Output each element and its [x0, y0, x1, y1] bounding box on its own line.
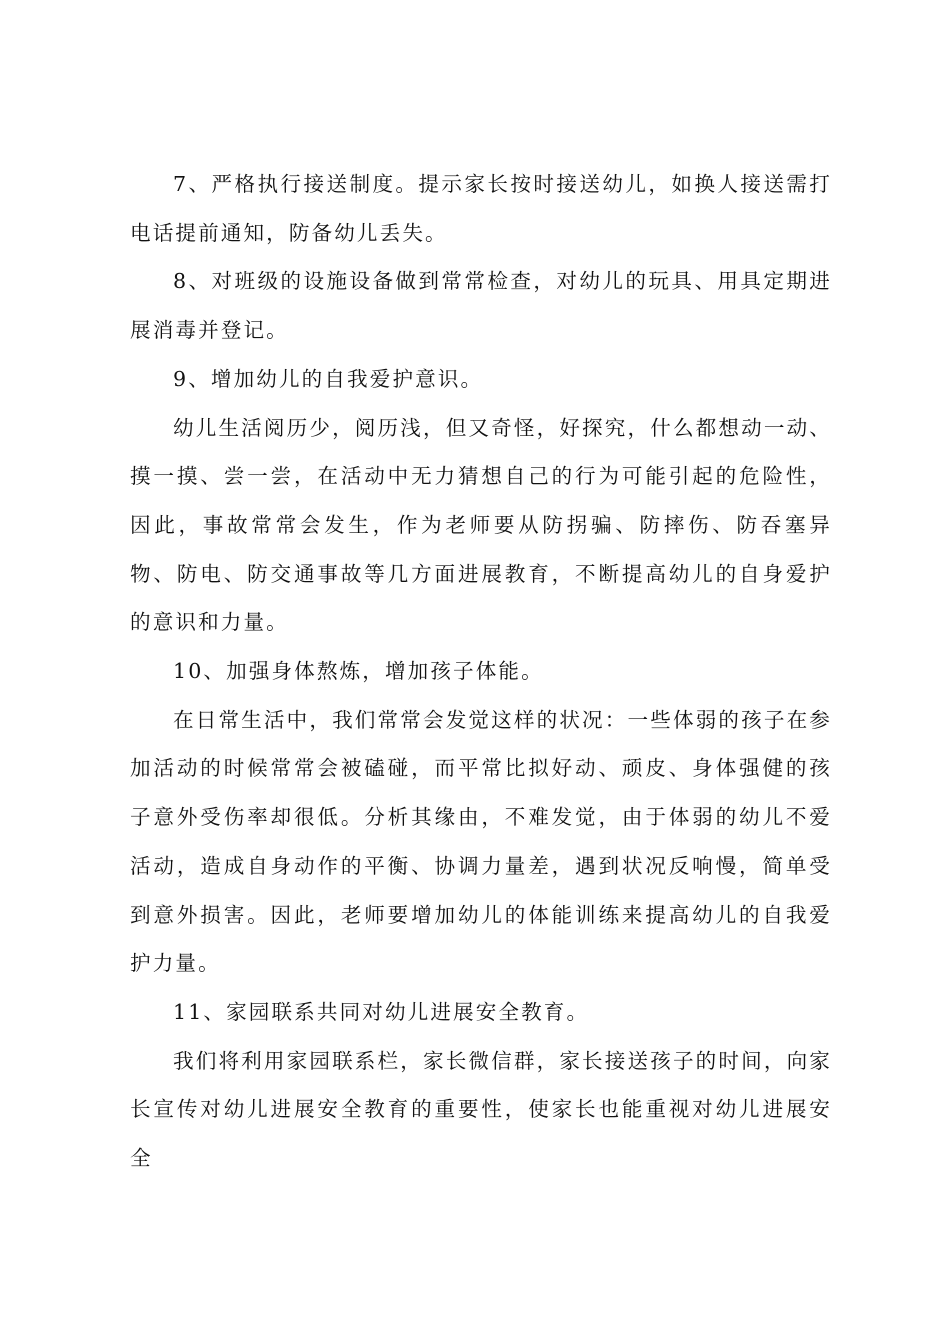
paragraph-item-8: 8、对班级的设施设备做到常常检查，对幼儿的玩具、用具定期进展消毒并登记。 [130, 269, 832, 343]
paragraph-item-10-body: 在日常生活中，我们常常会发觉这样的状况：一些体弱的孩子在参加活动的时候常常会被磕碰，而平常比拟好动、顽皮、身体强健的孩子意外受伤率却很低。分析其缘由，不难发觉，由于体弱的幼儿不爱活动，造成自身动作的平衡、协调力量差，遇到状况反响慢，简单受到意外损害。因此，老师要增加幼儿的体能训练来提高幼儿的自我爱护力量。 [130, 707, 832, 976]
paragraph-item-10-heading: 10、加强身体熬炼，增加孩子体能。 [173, 659, 544, 684]
paragraph-item-11-body: 我们将利用家园联系栏，家长微信群，家长接送孩子的时间，向家长宣传对幼儿进展安全教育的重要性，使家长也能重视对幼儿进展安全 [130, 1048, 832, 1171]
paragraph-item-7: 7、严格执行接送制度。提示家长按时接送幼儿，如换人接送需打电话提前通知，防备幼儿丢失。 [130, 172, 832, 245]
paragraph-item-9-heading: 9、增加幼儿的自我爱护意识。 [173, 366, 484, 391]
document-page [130, 160, 832, 1183]
paragraph-item-11-heading: 11、家园联系共同对幼儿进展安全教育。 [173, 999, 590, 1024]
paragraph-item-9-body: 幼儿生活阅历少，阅历浅，但又奇怪，好探究，什么都想动一动、摸一摸、尝一尝，在活动中无力猜想自己的行为可能引起的危险性，因此，事故常常会发生，作为老师要从防拐骗、防摔伤、防吞塞异物、防电、防交通事故等几方面进展教育，不断提高幼儿的自身爱护的意识和力量。 [130, 415, 832, 635]
